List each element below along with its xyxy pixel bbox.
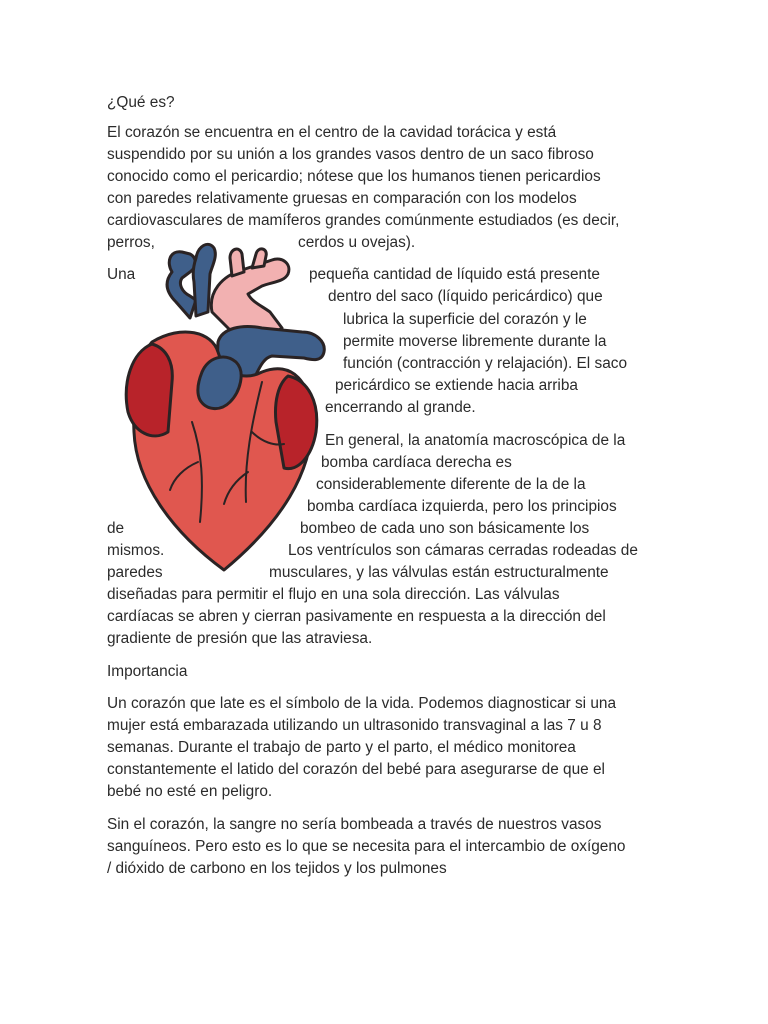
paragraph-line: considerablemente diferente de la de la [316, 476, 586, 493]
section-heading-que-es: ¿Qué es? [107, 94, 175, 111]
paragraph-line: perros, [107, 234, 155, 251]
paragraph-line: encerrando al grande. [325, 399, 476, 416]
paragraph-line: permite moverse libremente durante la [343, 333, 607, 350]
paragraph-line: función (contracción y relajación). El saco [343, 355, 628, 372]
paragraph-line: bomba cardíaca izquierda, pero los principios [307, 498, 617, 515]
paragraph-line: conocido como el pericardio; nótese que los humanos tienen pericardios [107, 168, 601, 185]
paragraph-line: El corazón se encuentra en el centro de la cavidad torácica y está [107, 124, 557, 141]
paragraph-line: paredes [107, 564, 163, 581]
paragraph-line: bebé no esté en peligro. [107, 783, 273, 800]
paragraph-line: de [107, 520, 125, 537]
paragraph-line: pequeña cantidad de líquido está presente [309, 266, 600, 283]
paragraph-line: cardíacas se abren y cierran pasivamente en respuesta a la dirección del [107, 608, 606, 625]
paragraph-line: dentro del saco (líquido pericárdico) que [328, 288, 603, 305]
paragraph-line: cardiovasculares de mamíferos grandes comúnmente estudiados (es decir, [107, 212, 620, 229]
paragraph-line: bombeo de cada uno son básicamente los [300, 520, 590, 537]
paragraph-line: sanguíneos. Pero esto es lo que se necesita para el intercambio de oxígeno [107, 838, 626, 855]
paragraph-line: diseñadas para permitir el flujo en una sola dirección. Las válvulas [107, 586, 560, 603]
paragraph-line: Los ventrículos son cámaras cerradas rodeadas de [288, 542, 638, 559]
paragraph-line: lubrica la superficie del corazón y le [343, 311, 587, 328]
paragraph-line: En general, la anatomía macroscópica de la [325, 432, 626, 449]
paragraph-line: constantemente el latido del corazón del bebé para asegurarse de que el [107, 761, 605, 778]
paragraph-line: Sin el corazón, la sangre no sería bombeada a través de nuestros vasos [107, 816, 602, 833]
paragraph-line: / dióxido de carbono en los tejidos y los pulmones [107, 860, 447, 877]
paragraph-line: semanas. Durante el trabajo de parto y el parto, el médico monitorea [107, 739, 576, 756]
section-heading-importancia: Importancia [107, 663, 188, 680]
paragraph-line: suspendido por su unión a los grandes vasos dentro de un saco fibroso [107, 146, 594, 163]
anatomical-heart-icon [112, 232, 336, 576]
paragraph-line: Una [107, 266, 136, 283]
paragraph-line: mismos. [107, 542, 165, 559]
paragraph-line: cerdos u ovejas). [298, 234, 416, 251]
paragraph-line: musculares, y las válvulas están estructuralmente [269, 564, 609, 581]
paragraph-line: gradiente de presión que las atraviesa. [107, 630, 373, 647]
paragraph-line: Un corazón que late es el símbolo de la vida. Podemos diagnosticar si una [107, 695, 617, 712]
paragraph-line: pericárdico se extiende hacia arriba [335, 377, 578, 394]
paragraph-line: mujer está embarazada utilizando un ultrasonido transvaginal a las 7 u 8 [107, 717, 602, 734]
paragraph-line: con paredes relativamente gruesas en comparación con los modelos [107, 190, 577, 207]
paragraph-line: bomba cardíaca derecha es [321, 454, 512, 471]
